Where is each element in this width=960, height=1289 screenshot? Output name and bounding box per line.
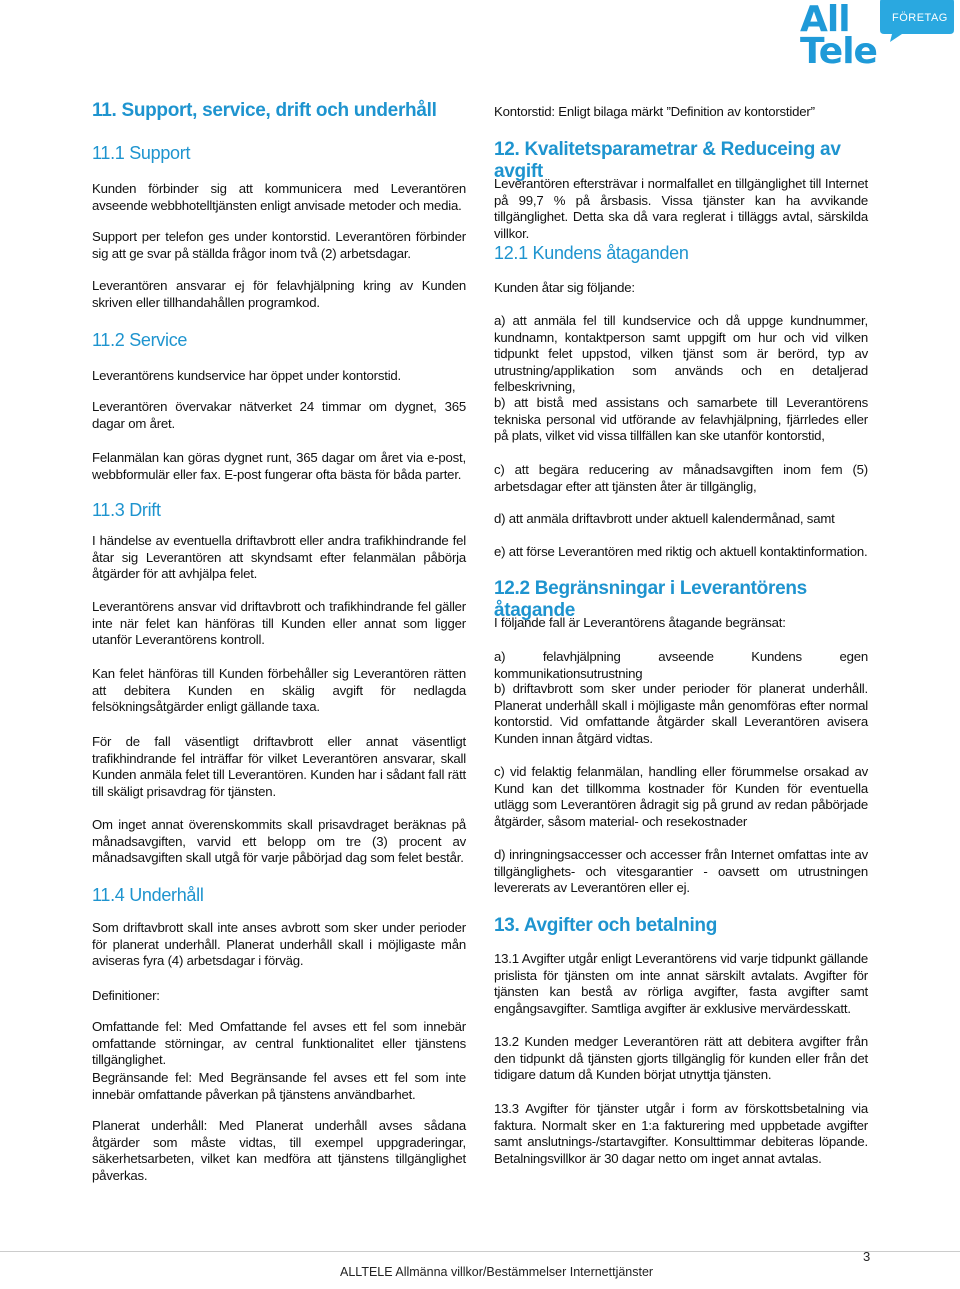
paragraph-right-18: 13.2 Kunden medger Leverantören rätt att debitera avgifter från den tidpunkt då tjänsten gjorts tillgänglig för kunden eller från det tidigare datum då Kunden börjat utnyttja tjänsten. [494,1034,868,1083]
paragraph-left-12: Kan felet hänföras till Kunden förbehåller sig Leverantören rätten att debitera Kunden en skälig avgift för nedlagda felsökningsåtgärder enligt gällande taxa. [92,666,466,715]
heading-left-9: 11.3 Drift [92,500,161,520]
paragraph-right-19: 13.3 Avgifter för tjänster utgår i form av förskottsbetalning via faktura. Normalt sker en 1:a fakturering med uppbetade avgifter samt anslutnings-/startavgifter. Konsulttimmar debiteras löpande. Betalningsvillkor är 30 dagar netto om inget annat avtalas. [494,1101,868,1166]
paragraph-left-7: Leverantören övervakar nätverket 24 timmar om dygnet, 365 dagar om året. [92,399,466,431]
logo-line1: All [800,0,850,40]
alltele-logo [796,0,960,80]
paragraph-left-4: Leverantören ansvarar ej för felavhjälpning kring av Kunden skriven eller tillhandahållen programkod. [92,278,466,310]
paragraph-right-13: b) driftavbrott som sker under perioder för planerat underhåll. Planerat underhåll skall i möjligaste mån genomföras efter normal kontorstid. Vid omfattande åtgärder skall Leverantören avisera Kunden innan åtgärd vidtas. [494,681,868,746]
paragraph-right-9: e) att förse Leverantören med riktig och aktuell kontaktinformation. [494,544,868,559]
paragraph-right-17: 13.1 Avgifter utgår enligt Leverantörens vid varje tidpunkt gällande prislista för tjänsten om inte annat särskilt avtalats. Avgifter för tjänsten kan bestå av rörliga avgifter, fasta avgifter samt engångsavgifter. Samtliga avgifter är exklusive mervärdesskatt. [494,951,868,1016]
paragraph-left-18: Omfattande fel: Med Omfattande fel avses ett fel som innebär omfattande störningar, av central funktionalitet eller tjänstens tillgänglighet. [92,1019,466,1068]
logo-wordmark [800,0,877,73]
heading-left-1: 11.1 Support [92,143,191,163]
paragraph-left-17: Definitioner: [92,988,160,1003]
heading-left-0: 11. Support, service, drift och underhåll [92,100,437,121]
paragraph-left-2: Kunden förbinder sig att kommunicera med Leverantören avseende webbhotelltjänsten enligt anvisade metoder och media. [92,181,466,213]
footer-text: ALLTELE Allmänna villkor/Bestämmelser Internettjänster [340,1265,654,1279]
heading-right-3: 12.1 Kundens åtaganden [494,243,689,263]
paragraph-left-16: Som driftavbrott skall inte anses avbrott som sker under perioder för planerat underhåll. Planerat underhåll skall i möjligaste mån aviseras fyra (4) arbetsdagar i förväg. [92,920,466,969]
paragraph-right-11: I följande fall är Leverantörens åtagande begränsat: [494,615,786,630]
logo-line2: Tele [800,31,877,73]
paragraph-left-14: Om inget annat överenskommits skall prisavdraget beräknas på månadsavgiften, varvid ett belopp om tre (3) procent av månadsavgiften skall utgå för varje påbörjad dag som felet består. [92,817,466,866]
paragraph-left-3: Support per telefon ges under kontorstid. Leverantören förbinder sig att ge svar på ställda frågor inom två (2) arbetsdagar. [92,229,466,261]
paragraph-right-0: Kontorstid: Enligt bilaga märkt ”Definition av kontorstider” [494,104,815,119]
heading-left-15: 11.4 Underhåll [92,885,204,905]
paragraph-right-14: c) vid felaktig felanmälan, handling eller förummelse orsakad av Kund kan det tillkomma kostnader för Kunden för eventuella utlägg som Leverantören ådragit sig på grund av redan påbörjade åtgärder, såsom material- och resekostnader [494,764,868,829]
paragraph-right-6: b) att bistå med assistans och samarbete till Leverantörens tekniska personal vid utförande av felavhjälpning, fjärrledes eller på plats, vilket vid vissa tillfällen kan ske utanför kontorstid, [494,395,868,444]
paragraph-right-15: d) inringningsaccesser och accesser från Internet omfattas inte av tillgänglighets- och vitesgarantier - oavsett om utrustningen levererats av Leverantören eller ej. [494,847,868,896]
paragraph-right-5: a) att anmäla fel till kundservice och då uppge kundnummer, kundnamn, kontaktperson samt uppgift om hur och vid vilken tidpunkt felet uppstod, vilken tjänst som är berörd, typ av utrustning/applikation som används och en detaljerad felbeskrivning, [494,313,868,395]
logo-badge: FÖRETAG [892,12,948,24]
paragraph-right-7: c) att begära reducering av månadsavgiften inom fem (5) arbetsdagar efter att tjänsten åter är tillgänglig, [494,462,868,494]
paragraph-left-13: För de fall väsentligt driftavbrott eller annat väsentligt trafikhindrande fel inträffar för vilket Leverantören ansvarar, skall Kunden anmäla felet till Leverantören. Kunden har i sådant fall rätt till skäligt prisavdrag för tjänsten. [92,734,466,799]
paragraph-right-2: Leverantören eftersträvar i normalfallet en tillgänglighet till Internet på 99,7 % på årsbasis. Vissa tjänster kan ha avvikande tillgänglighet. Detta ska då vara reglerat i tilläggs avtal, särskilda villkor. [494,176,868,241]
heading-right-10: 12.2 Begränsningar i Leverantörens åtagande [494,578,807,621]
paragraph-right-8: d) att anmäla driftavbrott under aktuell kalendermånad, samt [494,511,835,526]
heading-right-16: 13. Avgifter och betalning [494,915,718,936]
paragraph-left-11: Leverantörens ansvar vid driftavbrott och trafikhindrande fel gäller inte när felet kan hänföras till Kunden eller annat som ligger utanför Leverantörens kontroll. [92,599,466,648]
paragraph-left-19: Begränsande fel: Med Begränsande fel avses ett fel som inte innebär omfattande påverkan på tjänstens användbarhet. [92,1070,466,1102]
footer-divider [0,1251,960,1252]
heading-left-5: 11.2 Service [92,330,188,350]
paragraph-left-8: Felanmälan kan göras dygnet runt, 365 dagar om året via e-post, webbformulär eller fax. E-post fungerar ofta bästa för båda parter. [92,450,466,482]
paragraph-left-10: I händelse av eventuella driftavbrott eller andra trafikhindrande fel åtar sig Leverantören att skyndsamt efter felanmälan påbörja åtgärder för att avhjälpa felet. [92,533,466,582]
paragraph-left-6: Leverantörens kundservice har öppet under kontorstid. [92,368,402,383]
paragraph-right-4: Kunden åtar sig följande: [494,280,635,295]
paragraph-left-20: Planerat underhåll: Med Planerat underhåll avses sådana åtgärder som måste vidtas, till exempel uppgraderingar, säkerhetsarbeten, vilket kan medföra att tjänstens tillgänglighet påverkas. [92,1118,466,1183]
heading-right-1: 12. Kvalitetsparametrar & Reduceing av avgift [494,139,841,182]
page-number: 3 [863,1249,871,1264]
paragraph-right-12: a) felavhjälpning avseende Kundens egen kommunikationsutrustning [494,649,868,681]
